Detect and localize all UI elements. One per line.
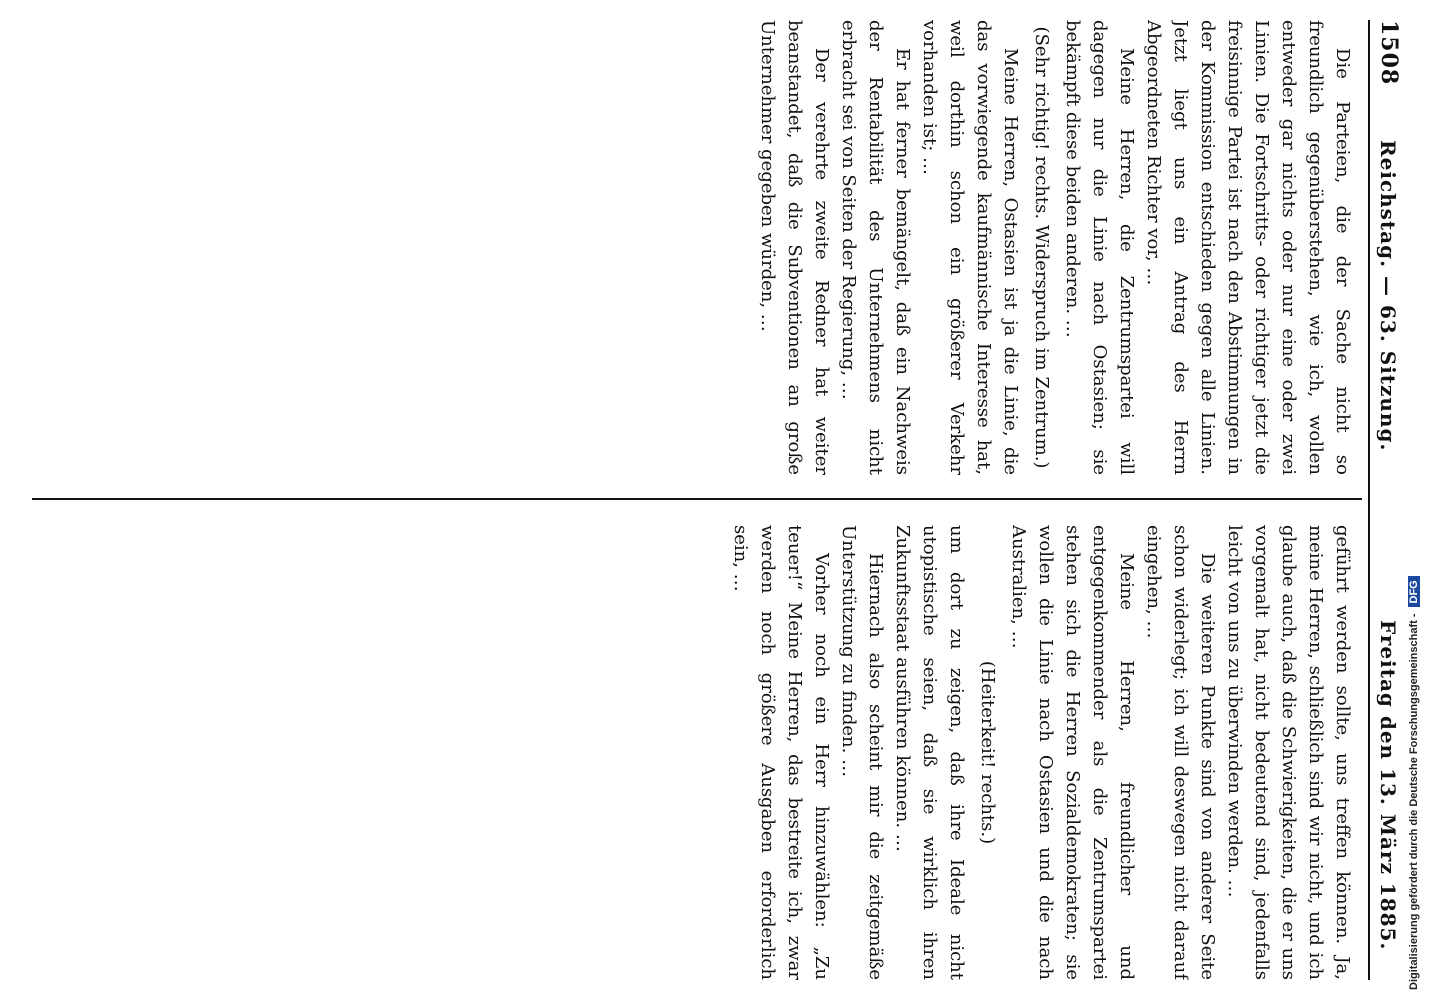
right-paragraph-5: Hiernach also scheint mir die zeitgemäße Unterstützung zu finden. … (838, 525, 886, 980)
left-paragraph-5: Der verehrte zweite Redner hat weiter beanstandet, daß die Subventionen an große Unternehmer gegeben würden, … (757, 20, 832, 475)
left-paragraph-4: Er hat ferner bemängelt, daß ein Nachweis der Rentabilität des Unternehmens nicht erbracht sei von Seiten der Regierung, … (838, 20, 913, 475)
right-paragraph-2: Die weiteren Punkte sind von anderer Seite schon widerlegt; ich will deswegen nicht darauf eingehen, … (1143, 525, 1218, 980)
left-paragraph-1: Die Parteien, die der Sache nicht so freundlich gegenüberstehen, wie ich, wollen entweder gar nichts oder nur eine oder zwei Linien. Die Fortschritts- oder richtiger jetzt die freisinnige Partei ist nach den Abstimmungen in der Kommission entschieden gegen alle Linien. Jetzt liegt uns ein Antrag des Herrn Abgeordneten Richter vor, … (1143, 20, 1353, 475)
session-title: Reichstag. — 63. Sitzung. (1376, 140, 1400, 452)
dfg-logo: DFG (1408, 576, 1420, 607)
right-paragraph-6: Vorher noch ein Herr hinzuwählen: „Zu teuer!“ Meine Herren, das bestreite ich, zwar werden noch größere Ausgaben erforderlich sein, … (730, 525, 832, 980)
dfg-funding-note (1408, 576, 1420, 990)
column-divider (32, 498, 1362, 500)
page-number: 1508 (1376, 20, 1402, 86)
left-column (36, 20, 1356, 475)
right-column (36, 525, 1356, 980)
left-paragraph-2: Meine Herren, die Zentrumspartei will dagegen nur die Linie nach Ostasien; sie bekämpft diese beiden anderen. … (1062, 20, 1137, 475)
page-header (1368, 20, 1406, 980)
session-date: Freitag den 13. März 1885. (1376, 620, 1400, 951)
right-paragraph-1: geführt werden sollte, uns treffen können. Ja, meine Herren, schließlich sind wir nicht, und ich glaube auch, daß die Schwierigkeiten, die er uns vorgemalt hat, nicht bedeutend sind, jedenfalls leicht von uns zu überwinden werden. … (1224, 525, 1353, 980)
right-interjection: (Heiterkeit! rechts.) (977, 660, 998, 845)
left-paragraph-3: Meine Herren, Ostasien ist ja die Linie, die das vorwiegende kaufmännische Interesse hat, weil dorthin schon ein größerer Verkehr vorhanden ist; … (919, 20, 1021, 475)
left-interjection: (Sehr richtig! rechts. Widerspruch im Zentrum.) (1031, 26, 1052, 469)
dfg-note-text: Digitalisierung gefördert durch die Deutsche Forschungsgemeinschaft - (1408, 613, 1420, 990)
right-paragraph-3: Meine Herren, freundlicher und entgegenkommender als die Zentrumspartei stehen sich die Herren Sozialdemokraten; sie wollen die Linie nach Ostasien und die nach Australien, … (1008, 525, 1137, 980)
rotated-newspaper-page (26, 20, 1406, 980)
right-paragraph-4: um dort zu zeigen, daß ihre Ideale nicht utopistische seien, daß sie wirklich ihren Zukunftsstaat ausführen können. … (892, 525, 967, 980)
